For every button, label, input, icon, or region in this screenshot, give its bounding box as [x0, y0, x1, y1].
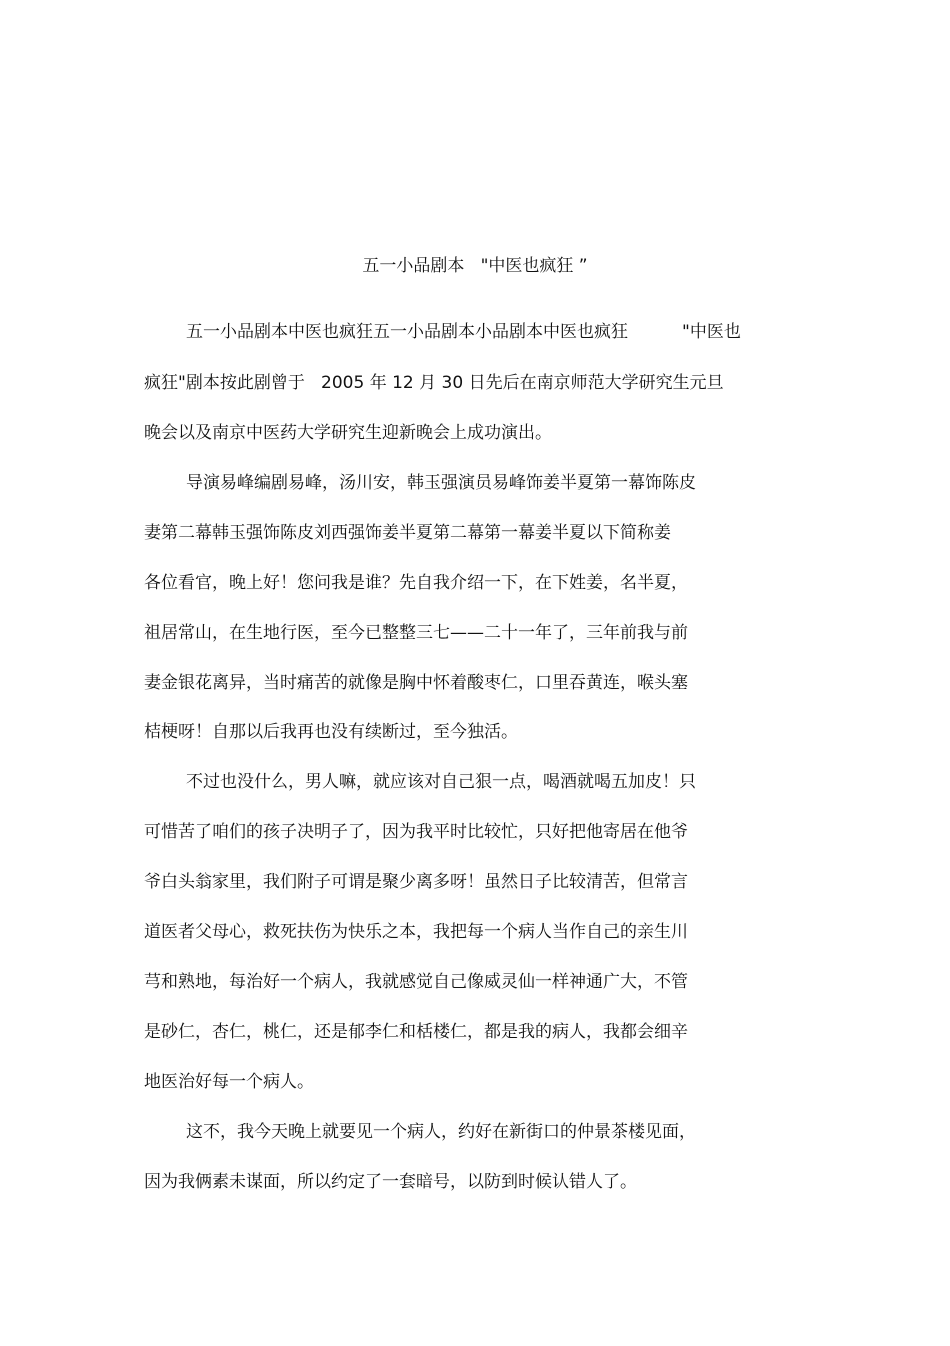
paragraph-line: 疯狂"剧本按此剧曾于 2005 年 12 月 30 日先后在南京师范大学研究生元旦 [144, 373, 724, 393]
paragraph-line: 祖居常山，在生地行医，至今已整整三七——二十一年了，三年前我与前 [144, 623, 688, 643]
paragraph-line: 爷白头翁家里，我们附子可谓是聚少离多呀！虽然日子比较清苦，但常言 [144, 872, 688, 892]
paragraph-line: 因为我俩素未谋面，所以约定了一套暗号，以防到时候认错人了。 [144, 1172, 637, 1192]
paragraph-line: 道医者父母心，救死扶伤为快乐之本，我把每一个病人当作自己的亲生川 [144, 922, 688, 942]
paragraph-line: 各位看官，晚上好！您问我是谁？先自我介绍一下，在下姓姜，名半夏， [144, 573, 688, 593]
paragraph-line: 是砂仁，杏仁，桃仁，还是郁李仁和栝楼仁，都是我的病人，我都会细辛 [144, 1022, 688, 1042]
paragraph-line: 五一小品剧本中医也疯狂五一小品剧本小品剧本中医也疯狂 "中医也 [186, 322, 741, 342]
paragraph-line: 晚会以及南京中医药大学研究生迎新晚会上成功演出。 [144, 423, 552, 443]
paragraph-line: 地医治好每一个病人。 [144, 1072, 314, 1092]
paragraph-line: 不过也没什么，男人嘛，就应该对自己狠一点，喝酒就喝五加皮！只 [186, 772, 696, 792]
paragraph-line: 妻金银花离异，当时痛苦的就像是胸中怀着酸枣仁，口里吞黄连，喉头塞 [144, 673, 688, 693]
paragraph-line: 桔梗呀！自那以后我再也没有续断过，至今独活。 [144, 722, 518, 742]
paragraph-line: 可惜苦了咱们的孩子决明子了，因为我平时比较忙，只好把他寄居在他爷 [144, 822, 688, 842]
paragraph-line: 芎和熟地，每治好一个病人，我就感觉自己像威灵仙一样神通广大，不管 [144, 972, 688, 992]
paragraph-line: 导演易峰编剧易峰，汤川安，韩玉强演员易峰饰姜半夏第一幕饰陈皮 [186, 473, 696, 493]
document-title: 五一小品剧本 "中医也疯狂 ” [362, 256, 588, 276]
paragraph-line: 妻第二幕韩玉强饰陈皮刘西强饰姜半夏第二幕第一幕姜半夏以下简称姜 [144, 523, 671, 543]
paragraph-line: 这不，我今天晚上就要见一个病人，约好在新街口的仲景茶楼见面， [186, 1122, 696, 1142]
